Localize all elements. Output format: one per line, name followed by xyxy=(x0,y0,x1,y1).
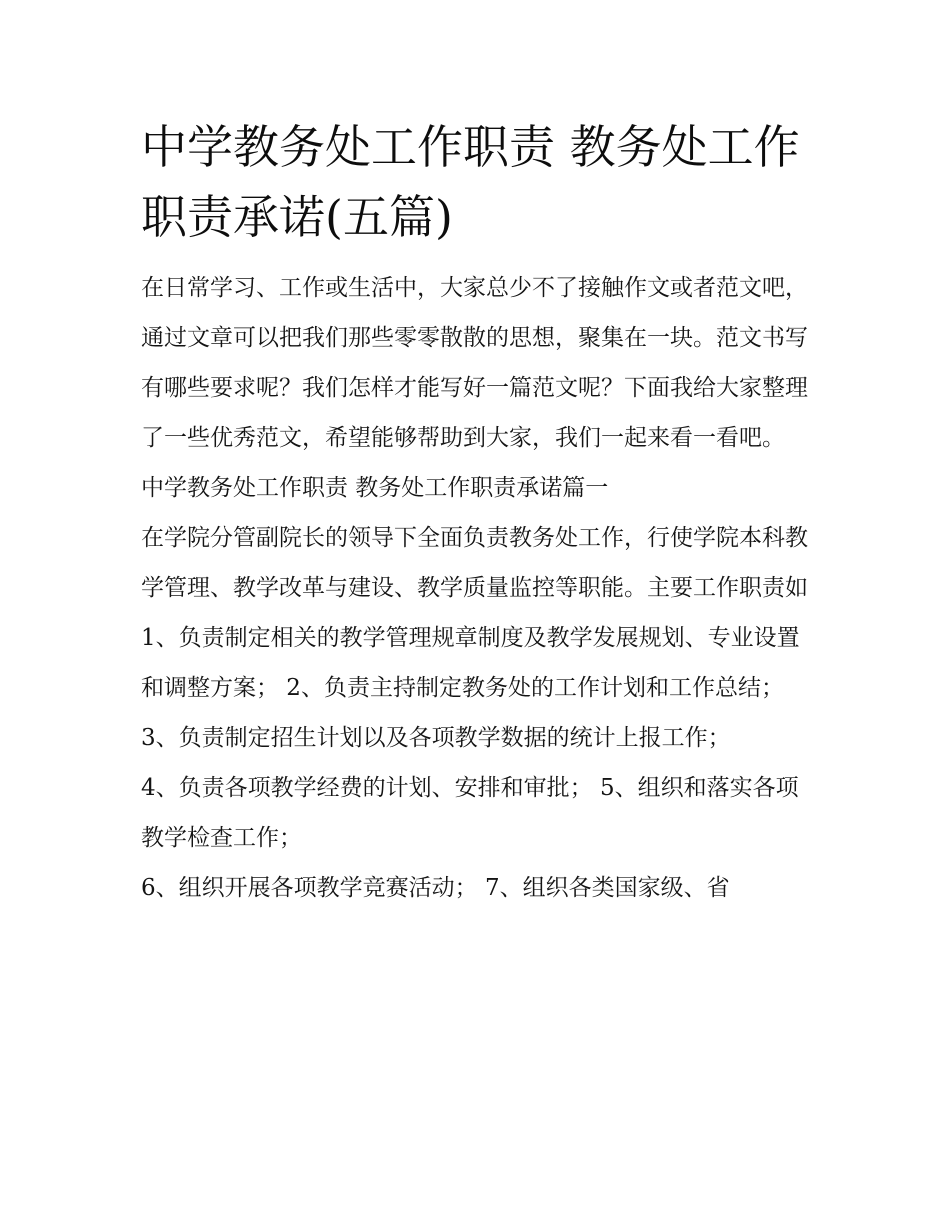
intro-paragraph: 在日常学习、工作或生活中，大家总少不了接触作文或者范文吧，通过文章可以把我们那些零零散散的思想，聚集在一块。范文书写有哪些要求呢？我们怎样才能写好一篇范文呢？下面我给大家整理了一些优秀范文，希望能够帮助到大家，我们一起来看一看吧。 xyxy=(141,275,808,451)
section-intro-paragraph: 在学院分管副院长的领导下全面负责教务处工作，行使学院本科教学管理、教学改革与建设、教学质量监控等职能。主要工作职责如 xyxy=(141,525,808,601)
document-title: 中学教务处工作职责 教务处工作职责承诺(五篇) xyxy=(141,120,800,244)
duty-item-1-2: 1、负责制定相关的教学管理规章制度及教学发展规划、专业设置和调整方案； 2、负责主持制定教务处的工作计划和工作总结； xyxy=(141,625,800,701)
duty-item-3: 3、负责制定招生计划以及各项教学数据的统计上报工作； xyxy=(141,725,731,751)
document-body xyxy=(141,112,821,913)
duty-item-6-7: 6、组织开展各项教学竞赛活动； 7、组织各类国家级、省 xyxy=(141,875,730,901)
section-heading: 中学教务处工作职责 教务处工作职责承诺篇一 xyxy=(141,475,609,501)
duty-item-4-5: 4、负责各项教学经费的计划、安排和审批； 5、组织和落实各项教学检查工作； xyxy=(141,775,799,851)
